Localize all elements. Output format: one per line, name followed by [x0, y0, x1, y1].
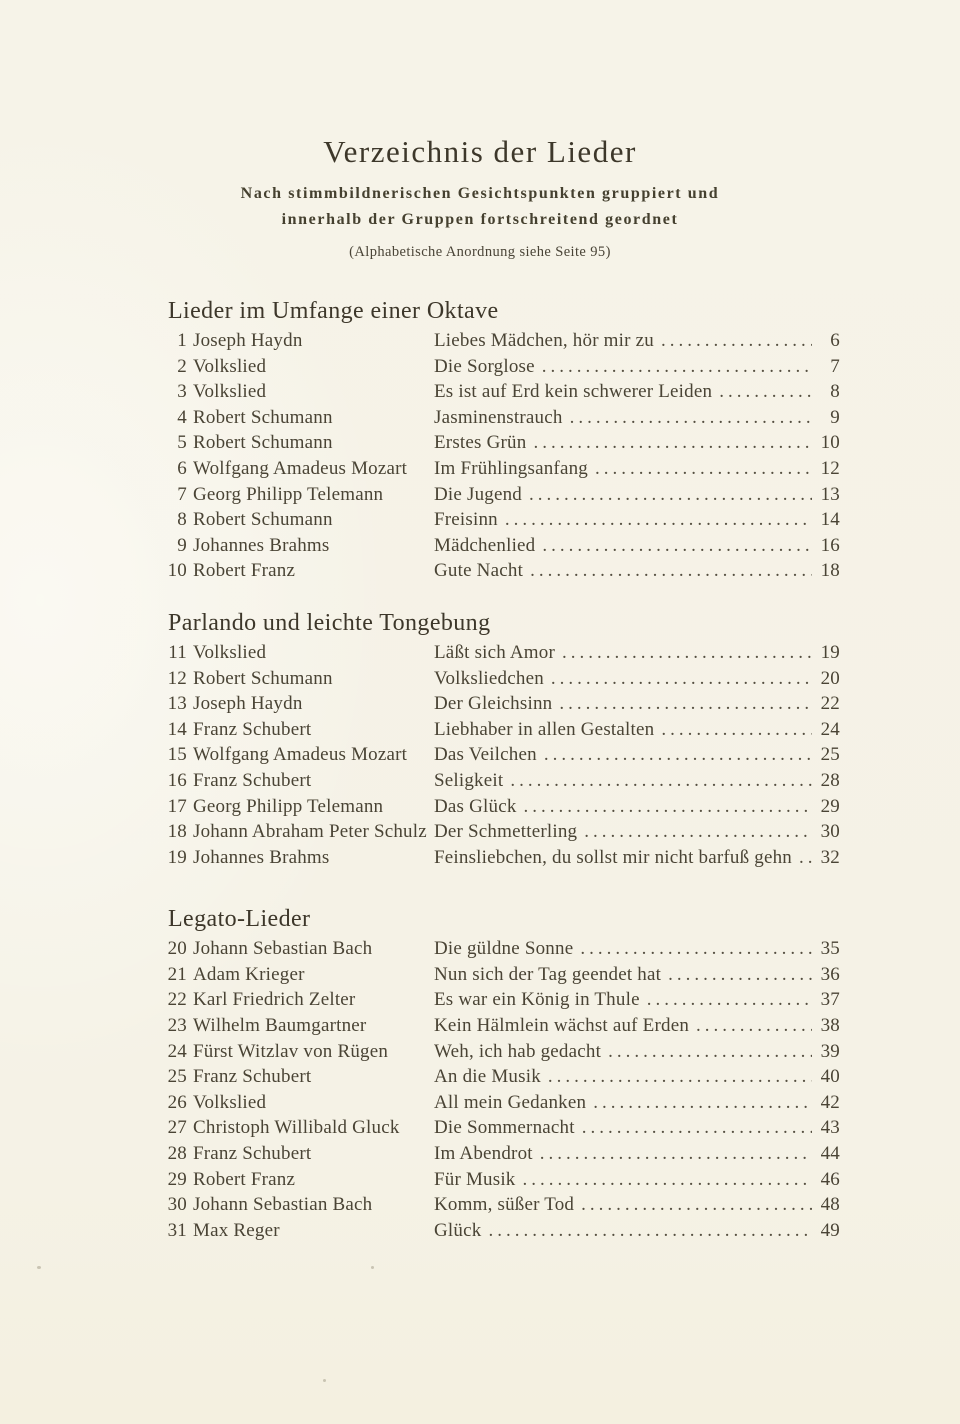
alphabetical-note: (Alphabetische Anordnung siehe Seite 95) — [349, 244, 611, 260]
song-title: Komm, süßer Tod — [434, 1194, 575, 1216]
song-row — [166, 668, 840, 694]
song-row — [166, 458, 840, 484]
page-number: 40 — [820, 1066, 840, 1088]
song-number: 21 — [167, 963, 187, 985]
composer-name: Johann Abraham Peter Schulz — [193, 821, 427, 843]
song-number: 10 — [167, 560, 187, 582]
title-leader — [434, 1143, 812, 1165]
page-number: 29 — [820, 795, 840, 817]
dot-leader-icon — [573, 938, 812, 960]
song-number: 8 — [177, 509, 187, 531]
dot-leader-icon — [535, 535, 812, 557]
song-title: Die Jugend — [434, 483, 523, 505]
song-title: Für Musik — [434, 1168, 516, 1190]
section-rows — [166, 330, 840, 586]
page-number: 8 — [830, 381, 840, 403]
title-leader — [434, 821, 812, 843]
page-number: 42 — [820, 1091, 840, 1113]
song-section — [166, 607, 840, 872]
song-number: 14 — [167, 718, 187, 740]
title-leader — [434, 796, 812, 818]
song-title: Die Sorglose — [434, 355, 535, 377]
song-title: Erstes Grün — [434, 432, 527, 454]
song-title: Das Glück — [434, 795, 517, 817]
song-row — [166, 356, 840, 382]
page-number: 30 — [820, 821, 840, 843]
page-number: 20 — [820, 667, 840, 689]
song-row — [166, 964, 840, 990]
song-row — [166, 484, 840, 510]
dot-leader-icon — [533, 1143, 812, 1165]
index-content — [166, 295, 840, 1245]
song-row — [166, 1066, 840, 1092]
song-row — [166, 770, 840, 796]
song-row — [166, 330, 840, 356]
composer-name: Volkslied — [193, 381, 267, 403]
song-title: Feinsliebchen, du sollst mir nicht barfuß gehn — [434, 846, 793, 868]
title-leader — [434, 1015, 812, 1037]
song-title: Volksliedchen — [434, 667, 544, 689]
page-subtitle — [0, 181, 960, 233]
dot-leader-icon — [498, 509, 812, 531]
song-section — [166, 903, 840, 1245]
dot-leader-icon — [526, 432, 812, 454]
composer-name: Fürst Witzlav von Rügen — [193, 1040, 389, 1062]
song-row — [166, 1220, 840, 1246]
song-row — [166, 407, 840, 433]
song-number: 29 — [167, 1168, 187, 1190]
title-leader — [434, 719, 812, 741]
song-row — [166, 1015, 840, 1041]
song-number: 26 — [167, 1091, 187, 1113]
section-heading: Legato-Lieder — [168, 906, 311, 933]
song-row — [166, 509, 840, 535]
song-number: 22 — [167, 989, 187, 1011]
song-number: 4 — [177, 406, 187, 428]
song-row — [166, 796, 840, 822]
dot-leader-icon — [503, 770, 812, 792]
page-number: 44 — [820, 1143, 840, 1165]
song-number: 1 — [177, 330, 187, 351]
dot-leader-icon — [792, 847, 812, 869]
dot-leader-icon — [574, 1194, 812, 1216]
composer-name: Johann Sebastian Bach — [193, 938, 373, 960]
section-rows — [166, 642, 840, 872]
title-leader — [434, 938, 812, 960]
title-leader — [434, 770, 812, 792]
composer-name: Volkslied — [193, 1091, 267, 1113]
page-title: Verzeichnis der Lieder — [323, 134, 637, 169]
song-title: An die Musik — [434, 1066, 541, 1088]
song-title: Liebes Mädchen, hör mir zu — [434, 330, 654, 351]
composer-name: Volkslied — [193, 355, 267, 377]
composer-name: Joseph Haydn — [193, 330, 303, 351]
song-row — [166, 1169, 840, 1195]
song-number: 5 — [177, 432, 187, 454]
song-title: Im Frühlingsanfang — [434, 457, 588, 479]
dot-leader-icon — [481, 1220, 812, 1242]
composer-name: Joseph Haydn — [193, 693, 303, 715]
title-leader — [434, 964, 812, 986]
dot-leader-icon — [640, 989, 812, 1011]
song-title: Die Sommernacht — [434, 1117, 575, 1139]
composer-name: Wilhelm Baumgartner — [193, 1015, 367, 1037]
song-title: Gute Nacht — [434, 560, 524, 582]
title-leader — [434, 356, 812, 378]
page-number: 6 — [830, 330, 840, 351]
dot-leader-icon — [654, 719, 812, 741]
composer-name: Robert Schumann — [193, 509, 333, 531]
dot-leader-icon — [654, 330, 812, 352]
composer-name: Georg Philipp Telemann — [193, 483, 384, 505]
song-number: 11 — [168, 641, 187, 663]
page-number: 14 — [820, 509, 840, 531]
song-number: 25 — [167, 1066, 187, 1088]
dot-leader-icon — [517, 796, 812, 818]
song-row — [166, 432, 840, 458]
scan-speck — [37, 1266, 41, 1269]
page-number: 46 — [820, 1168, 840, 1190]
title-leader — [434, 484, 812, 506]
song-title: Mädchenlied — [434, 534, 536, 556]
song-number: 12 — [167, 667, 187, 689]
dot-leader-icon — [661, 964, 812, 986]
song-number: 17 — [167, 795, 187, 817]
scan-speck — [371, 1266, 374, 1269]
song-number: 19 — [167, 846, 187, 868]
composer-name: Robert Schumann — [193, 432, 333, 454]
dot-leader-icon — [575, 1117, 812, 1139]
song-row — [166, 1143, 840, 1169]
section-rows — [166, 938, 840, 1245]
page-number: 10 — [820, 432, 840, 454]
song-row — [166, 693, 840, 719]
dot-leader-icon — [588, 458, 812, 480]
section-heading: Parlando und leichte Tongebung — [168, 609, 491, 636]
scan-speck — [323, 1379, 326, 1382]
dot-leader-icon — [537, 744, 812, 766]
song-title: Kein Hälmlein wächst auf Erden — [434, 1015, 690, 1037]
page-number: 38 — [820, 1015, 840, 1037]
page-number: 39 — [820, 1040, 840, 1062]
composer-name: Robert Franz — [193, 560, 296, 582]
title-leader — [434, 1169, 812, 1191]
song-number: 13 — [167, 693, 187, 715]
dot-leader-icon — [552, 693, 812, 715]
song-number: 28 — [167, 1143, 187, 1165]
page-number: 48 — [820, 1194, 840, 1216]
song-number: 18 — [167, 821, 187, 843]
dot-leader-icon — [601, 1041, 812, 1063]
composer-name: Franz Schubert — [193, 1066, 312, 1088]
song-number: 9 — [177, 534, 187, 556]
composer-name: Adam Krieger — [193, 963, 305, 985]
title-leader — [434, 381, 812, 403]
title-leader — [434, 989, 812, 1011]
page-number: 35 — [820, 938, 840, 960]
subtitle-line-1: Nach stimmbildnerischen Gesichtspunkten gruppiert und — [240, 185, 720, 202]
song-row — [166, 744, 840, 770]
song-title: Weh, ich hab gedacht — [434, 1040, 602, 1062]
page-number: 28 — [820, 769, 840, 791]
composer-name: Franz Schubert — [193, 718, 312, 740]
song-number: 3 — [177, 381, 187, 403]
song-title: Der Gleichsinn — [434, 693, 553, 715]
subtitle-line-2: innerhalb der Gruppen fortschreitend geordnet — [281, 211, 679, 228]
title-leader — [434, 642, 812, 664]
title-leader — [434, 668, 812, 690]
song-number: 23 — [167, 1015, 187, 1037]
dot-leader-icon — [555, 642, 812, 664]
song-number: 15 — [167, 744, 187, 766]
composer-name: Johannes Brahms — [193, 846, 330, 868]
title-leader — [434, 330, 812, 352]
song-row — [166, 1117, 840, 1143]
composer-name: Volkslied — [193, 641, 267, 663]
composer-name: Christoph Willibald Gluck — [193, 1117, 400, 1139]
title-leader — [434, 1117, 812, 1139]
composer-name: Robert Franz — [193, 1168, 296, 1190]
title-leader — [434, 560, 812, 582]
page-number: 18 — [820, 560, 840, 582]
page-number: 24 — [820, 718, 840, 740]
title-leader — [434, 1066, 812, 1088]
song-title: Liebhaber in allen Gestalten — [434, 718, 655, 740]
page-number: 19 — [820, 641, 840, 663]
title-leader — [434, 1041, 812, 1063]
song-row — [166, 560, 840, 586]
composer-name: Johann Sebastian Bach — [193, 1194, 373, 1216]
composer-name: Wolfgang Amadeus Mozart — [193, 744, 408, 766]
song-row — [166, 989, 840, 1015]
song-number: 24 — [167, 1040, 187, 1062]
composer-name: Karl Friedrich Zelter — [193, 989, 356, 1011]
song-number: 31 — [167, 1219, 187, 1241]
song-number: 2 — [177, 355, 187, 377]
song-title: Glück — [434, 1219, 482, 1241]
song-title: Der Schmetterling — [434, 821, 578, 843]
song-row — [166, 642, 840, 668]
page-number: 32 — [820, 846, 840, 868]
title-leader — [434, 1092, 812, 1114]
song-title: Es ist auf Erd kein schwerer Leiden — [434, 381, 713, 403]
page-number: 7 — [830, 355, 840, 377]
song-row — [166, 821, 840, 847]
composer-name: Max Reger — [193, 1219, 280, 1241]
song-number: 20 — [167, 938, 187, 960]
song-number: 30 — [167, 1194, 187, 1216]
title-leader — [434, 1220, 812, 1242]
composer-name: Johannes Brahms — [193, 534, 330, 556]
dot-leader-icon — [535, 356, 812, 378]
page-number: 12 — [820, 457, 840, 479]
title-leader — [434, 509, 812, 531]
song-title: Im Abendrot — [434, 1143, 533, 1165]
title-leader — [434, 535, 812, 557]
song-title: Läßt sich Amor — [434, 641, 556, 663]
song-row — [166, 1041, 840, 1067]
composer-name: Wolfgang Amadeus Mozart — [193, 457, 408, 479]
page-number: 9 — [830, 406, 840, 428]
song-section — [166, 295, 840, 586]
song-title: All mein Gedanken — [434, 1091, 587, 1113]
song-number: 27 — [167, 1117, 187, 1139]
title-leader — [434, 693, 812, 715]
page-number: 49 — [820, 1219, 840, 1241]
composer-name: Robert Schumann — [193, 406, 333, 428]
song-title: Freisinn — [434, 509, 498, 531]
title-leader — [434, 847, 812, 869]
page-number: 16 — [820, 534, 840, 556]
dot-leader-icon — [586, 1092, 812, 1114]
dot-leader-icon — [712, 381, 812, 403]
composer-name: Franz Schubert — [193, 769, 312, 791]
song-row — [166, 535, 840, 561]
song-title: Es war ein König in Thule — [434, 989, 640, 1011]
song-title: Die güldne Sonne — [434, 938, 574, 960]
title-leader — [434, 432, 812, 454]
song-row — [166, 719, 840, 745]
song-title: Jasminenstrauch — [434, 406, 563, 428]
song-row — [166, 847, 840, 873]
dot-leader-icon — [563, 407, 812, 429]
title-leader — [434, 744, 812, 766]
song-row — [166, 381, 840, 407]
dot-leader-icon — [544, 668, 812, 690]
page-header — [0, 0, 960, 262]
page-number: 22 — [820, 693, 840, 715]
page-number: 36 — [820, 963, 840, 985]
song-number: 7 — [177, 483, 187, 505]
song-title: Das Veilchen — [434, 744, 537, 766]
song-title: Seligkeit — [434, 769, 504, 791]
page-number: 25 — [820, 744, 840, 766]
song-number: 16 — [167, 769, 187, 791]
dot-leader-icon — [689, 1015, 812, 1037]
dot-leader-icon — [541, 1066, 812, 1088]
dot-leader-icon — [522, 484, 812, 506]
song-row — [166, 938, 840, 964]
dot-leader-icon — [516, 1169, 812, 1191]
title-leader — [434, 458, 812, 480]
song-number: 6 — [177, 457, 187, 479]
page-number: 13 — [820, 483, 840, 505]
dot-leader-icon — [577, 821, 812, 843]
dot-leader-icon — [523, 560, 812, 582]
title-leader — [434, 1194, 812, 1216]
composer-name: Georg Philipp Telemann — [193, 795, 384, 817]
page-number: 37 — [820, 989, 840, 1011]
page-number: 43 — [820, 1117, 840, 1139]
song-row — [166, 1194, 840, 1220]
song-title: Nun sich der Tag geendet hat — [434, 963, 662, 985]
song-row — [166, 1092, 840, 1118]
composer-name: Franz Schubert — [193, 1143, 312, 1165]
section-heading: Lieder im Umfange einer Oktave — [168, 298, 499, 324]
title-leader — [434, 407, 812, 429]
composer-name: Robert Schumann — [193, 667, 333, 689]
